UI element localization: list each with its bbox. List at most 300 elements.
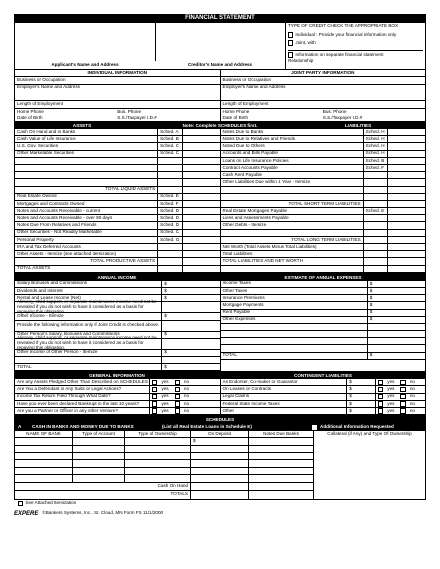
yes-label: yes bbox=[161, 379, 169, 385]
liability-row[interactable] bbox=[221, 158, 426, 165]
yes-label: yes bbox=[387, 407, 395, 413]
contingent-item-label: Other bbox=[221, 408, 348, 414]
expense-row[interactable] bbox=[221, 281, 426, 288]
liability-row[interactable] bbox=[221, 201, 426, 208]
yes-no-group[interactable] bbox=[150, 408, 220, 414]
individual-info-header: INDIVIDUAL INFORMATION bbox=[15, 70, 220, 77]
additional-info-label: Additional Information Requested bbox=[320, 424, 394, 430]
yes-no-group[interactable] bbox=[150, 394, 220, 400]
general-question-row[interactable] bbox=[15, 401, 220, 408]
expense-label bbox=[221, 338, 368, 344]
bank-cell[interactable] bbox=[73, 475, 125, 481]
yes-checkbox[interactable] bbox=[378, 401, 383, 406]
bank-cell[interactable] bbox=[191, 438, 249, 444]
liability-label: Notes Due to Banks bbox=[221, 129, 364, 135]
business-field[interactable]: Business or Occupation bbox=[15, 77, 220, 85]
asset-amount[interactable] bbox=[183, 158, 220, 164]
liability-amount[interactable] bbox=[388, 187, 425, 193]
income-amount[interactable] bbox=[162, 302, 219, 312]
currency-sign: $ bbox=[349, 407, 352, 413]
expense-amount[interactable] bbox=[368, 345, 425, 351]
income-column bbox=[15, 281, 221, 372]
yes-checkbox[interactable] bbox=[378, 380, 383, 385]
collateral-box[interactable] bbox=[314, 431, 426, 499]
contingent-item-label: As Endorser, Co-maker or Guarantor bbox=[221, 379, 348, 385]
additional-info-checkbox[interactable] bbox=[312, 425, 317, 430]
asset-amount[interactable] bbox=[183, 194, 220, 200]
no-checkbox[interactable] bbox=[400, 408, 405, 413]
asset-label: U.S. Gov. Securities bbox=[15, 143, 158, 149]
checkbox[interactable] bbox=[288, 40, 293, 45]
bank-cell[interactable] bbox=[73, 468, 125, 474]
income-amount[interactable] bbox=[162, 288, 219, 294]
expense-row[interactable] bbox=[221, 338, 426, 345]
bank-cell[interactable] bbox=[15, 460, 73, 466]
no-checkbox[interactable] bbox=[175, 408, 180, 413]
income-row[interactable] bbox=[15, 321, 220, 332]
bank-cell[interactable] bbox=[125, 475, 191, 481]
yes-label: yes bbox=[161, 407, 169, 413]
bus-phone-label: Bus. Phone bbox=[117, 108, 142, 114]
no-checkbox[interactable] bbox=[175, 380, 180, 385]
schedule-ref: Sched. E bbox=[158, 194, 183, 200]
bank-row[interactable] bbox=[15, 453, 313, 460]
asset-amount[interactable] bbox=[183, 222, 220, 228]
asset-label: Notes and Accounts Receivable - over 90 days bbox=[15, 215, 158, 221]
bank-cell[interactable] bbox=[191, 446, 249, 452]
contingent-item-row[interactable] bbox=[221, 408, 426, 415]
liability-row[interactable] bbox=[221, 179, 426, 186]
liability-amount[interactable] bbox=[388, 230, 425, 236]
bank-cell[interactable] bbox=[15, 438, 73, 444]
currency-sign: $ bbox=[164, 363, 167, 369]
liability-amount[interactable] bbox=[388, 244, 425, 250]
asset-row[interactable] bbox=[15, 165, 220, 172]
no-label: no bbox=[409, 400, 415, 406]
bank-cell[interactable] bbox=[249, 460, 313, 466]
asset-row[interactable] bbox=[15, 266, 220, 273]
expense-amount[interactable] bbox=[368, 310, 425, 316]
currency-sign: $ bbox=[349, 393, 352, 399]
liability-row[interactable] bbox=[221, 187, 426, 194]
income-row[interactable] bbox=[15, 357, 220, 364]
bank-cell[interactable] bbox=[15, 446, 73, 452]
no-checkbox[interactable] bbox=[400, 394, 405, 399]
liability-label: TOTAL LONG TERM LIABILITIES bbox=[221, 237, 364, 243]
bank-row[interactable] bbox=[15, 446, 313, 453]
general-question-row[interactable] bbox=[15, 408, 220, 415]
currency-sign: $ bbox=[349, 400, 352, 406]
bank-row[interactable] bbox=[15, 438, 313, 445]
schedule-ref bbox=[158, 258, 183, 264]
amount-field[interactable] bbox=[347, 401, 376, 407]
expense-row[interactable] bbox=[221, 324, 426, 331]
expense-amount[interactable] bbox=[368, 338, 425, 344]
credit-option-joint[interactable] bbox=[288, 39, 423, 47]
general-question-row[interactable] bbox=[15, 394, 220, 401]
checkbox[interactable] bbox=[288, 52, 293, 57]
yes-label: yes bbox=[161, 386, 169, 392]
income-label: Alimony, child support, or separate maintenance income need not be revealed if you do not wish to have it considered as a basis for repaying this obligation. bbox=[15, 302, 162, 312]
liability-amount[interactable] bbox=[388, 258, 425, 264]
asset-amount[interactable] bbox=[183, 129, 220, 135]
amount-field[interactable] bbox=[347, 379, 376, 385]
expense-amount[interactable] bbox=[368, 331, 425, 337]
yes-no-group[interactable] bbox=[376, 394, 425, 400]
liability-amount[interactable] bbox=[388, 179, 425, 185]
liability-amount[interactable] bbox=[388, 266, 425, 272]
cash-on-hand-notes[interactable] bbox=[249, 483, 313, 490]
liability-row[interactable] bbox=[221, 194, 426, 201]
see-attached-label: See Attached Itemization bbox=[25, 500, 77, 506]
income-row[interactable] bbox=[15, 281, 220, 288]
asset-amount[interactable] bbox=[183, 266, 220, 272]
income-row[interactable] bbox=[15, 335, 220, 351]
bank-cell[interactable] bbox=[73, 460, 125, 466]
income-amount[interactable] bbox=[162, 313, 219, 319]
no-checkbox[interactable] bbox=[175, 387, 180, 392]
length-field[interactable]: Length of Employment bbox=[15, 101, 220, 109]
bank-cell[interactable] bbox=[191, 453, 249, 459]
asset-row[interactable] bbox=[15, 172, 220, 179]
yes-checkbox[interactable] bbox=[152, 387, 157, 392]
asset-label: TOTAL LIQUID ASSETS bbox=[15, 187, 158, 193]
contingent-item-row[interactable] bbox=[221, 386, 426, 393]
liability-amount[interactable] bbox=[388, 194, 425, 200]
asset-row[interactable] bbox=[15, 151, 220, 158]
income-amount[interactable] bbox=[162, 339, 219, 349]
liability-amount[interactable] bbox=[388, 251, 425, 257]
yes-checkbox[interactable] bbox=[152, 408, 157, 413]
individual-info bbox=[15, 70, 221, 121]
bank-row[interactable] bbox=[15, 468, 313, 475]
income-row[interactable] bbox=[15, 350, 220, 357]
income-row[interactable] bbox=[15, 364, 220, 371]
asset-label: Other Marketable Securities bbox=[15, 151, 158, 157]
income-row[interactable] bbox=[15, 313, 220, 320]
currency-sign: $ bbox=[369, 302, 373, 308]
schedule-ref bbox=[364, 179, 389, 185]
bank-cell[interactable] bbox=[73, 446, 125, 452]
asset-label: Other Assets - Itemize (see attached itemization) bbox=[15, 251, 158, 257]
applicant-name-field[interactable] bbox=[15, 23, 156, 61]
asset-amount[interactable] bbox=[183, 215, 220, 221]
joint-length-field[interactable]: Length of Employment bbox=[221, 101, 426, 109]
yes-label: yes bbox=[387, 393, 395, 399]
schedule-ref: Sched. B bbox=[158, 136, 183, 142]
credit-type-heading: TYPE OF CREDIT CHECK THE APPROPRIATE BOX bbox=[288, 23, 399, 28]
bank-cell[interactable] bbox=[125, 460, 191, 466]
yes-checkbox[interactable] bbox=[152, 380, 157, 385]
asset-amount[interactable] bbox=[183, 165, 220, 171]
liability-amount[interactable] bbox=[388, 158, 425, 164]
general-question-label: Are any Assets Pledged Other Than Described on SCHEDULES bbox=[15, 379, 150, 385]
asset-amount[interactable] bbox=[183, 237, 220, 243]
currency-sign: $ bbox=[349, 386, 352, 392]
expense-amount[interactable] bbox=[368, 302, 425, 308]
currency-sign: $ bbox=[164, 280, 167, 286]
bank-cell[interactable] bbox=[249, 446, 313, 452]
asset-amount[interactable] bbox=[183, 136, 220, 142]
no-checkbox[interactable] bbox=[175, 401, 180, 406]
schedule-ref: Sched. C bbox=[158, 151, 183, 157]
expense-amount[interactable] bbox=[368, 353, 425, 359]
expense-row[interactable] bbox=[221, 345, 426, 352]
totals-notes-field[interactable] bbox=[249, 491, 313, 499]
assets-column bbox=[15, 129, 221, 273]
bank-cell[interactable] bbox=[191, 475, 249, 481]
schedule-a-bar bbox=[14, 423, 426, 431]
yes-checkbox[interactable] bbox=[152, 394, 157, 399]
liability-row[interactable] bbox=[221, 266, 426, 273]
no-checkbox[interactable] bbox=[400, 401, 405, 406]
asset-amount[interactable] bbox=[183, 187, 220, 193]
schedule-ref bbox=[364, 244, 389, 250]
expense-label bbox=[221, 345, 368, 351]
schedule-ref bbox=[158, 165, 183, 171]
liability-row[interactable] bbox=[221, 222, 426, 229]
yes-checkbox[interactable] bbox=[378, 394, 383, 399]
bank-cell[interactable] bbox=[15, 468, 73, 474]
liability-amount[interactable] bbox=[388, 136, 425, 142]
no-checkbox[interactable] bbox=[175, 394, 180, 399]
expense-row[interactable] bbox=[221, 331, 426, 338]
bank-cell[interactable] bbox=[249, 438, 313, 444]
schedule-ref: Sched. A bbox=[158, 129, 183, 135]
no-checkbox[interactable] bbox=[400, 380, 405, 385]
yes-checkbox[interactable] bbox=[378, 408, 383, 413]
credit-option-individual[interactable] bbox=[288, 31, 423, 39]
asset-amount[interactable] bbox=[183, 179, 220, 185]
schedule-ref bbox=[364, 172, 389, 178]
liability-label: Cash Rent Payable bbox=[221, 172, 364, 178]
liability-amount[interactable] bbox=[388, 172, 425, 178]
liability-amount[interactable] bbox=[388, 165, 425, 171]
liability-amount[interactable] bbox=[388, 237, 425, 243]
liabilities-column bbox=[221, 129, 426, 273]
amount-field[interactable] bbox=[347, 394, 376, 400]
yes-label: yes bbox=[387, 400, 395, 406]
liability-row[interactable] bbox=[221, 237, 426, 244]
asset-amount[interactable] bbox=[183, 230, 220, 236]
yes-no-group[interactable] bbox=[150, 386, 220, 392]
liability-label bbox=[221, 187, 364, 193]
option-label: Individual : Provide your financial information only bbox=[295, 31, 397, 37]
liability-label: Liens and Assessments Payable bbox=[221, 215, 364, 221]
schedule-ref bbox=[158, 172, 183, 178]
bank-cell[interactable] bbox=[125, 446, 191, 452]
liability-label: Accounts and Bills Payable bbox=[221, 151, 364, 157]
currency-sign: $ bbox=[369, 309, 373, 315]
liability-row[interactable] bbox=[221, 230, 426, 237]
bank-cell[interactable] bbox=[249, 468, 313, 474]
dob-label: Date of Birth bbox=[17, 114, 43, 120]
yes-no-group[interactable] bbox=[150, 379, 220, 385]
bank-cell[interactable] bbox=[73, 453, 125, 459]
income-amount[interactable] bbox=[162, 350, 219, 356]
yes-no-group[interactable] bbox=[376, 401, 425, 407]
expenses-header: ESTIMATE OF ANNUAL EXPENSES bbox=[284, 274, 362, 280]
expense-row[interactable] bbox=[221, 317, 426, 324]
home-phone-label: Home Phone bbox=[17, 108, 44, 114]
currency-sign: $ bbox=[369, 294, 373, 300]
currency-sign: $ bbox=[349, 379, 352, 385]
liability-row[interactable] bbox=[221, 151, 426, 158]
see-attached-row[interactable] bbox=[14, 500, 426, 508]
employer-field[interactable]: Employer's Name and Address bbox=[15, 85, 220, 101]
currency-sign: $ bbox=[369, 287, 373, 293]
cash-on-hand-field[interactable] bbox=[191, 483, 249, 490]
yes-no-group[interactable] bbox=[376, 386, 425, 392]
yes-no-group[interactable] bbox=[376, 379, 425, 385]
bank-cell[interactable] bbox=[249, 475, 313, 481]
liability-label: Total Liabilities bbox=[221, 251, 364, 257]
no-checkbox[interactable] bbox=[400, 387, 405, 392]
asset-amount[interactable] bbox=[183, 244, 220, 250]
creditor-name-field[interactable] bbox=[156, 23, 285, 61]
currency-sign: $ bbox=[369, 352, 373, 358]
financial-statement-form bbox=[14, 14, 426, 559]
liability-label: Net Worth (Total Assets Minus Total Liabilities) bbox=[221, 244, 364, 250]
income-amount[interactable] bbox=[162, 295, 219, 301]
yes-checkbox[interactable] bbox=[378, 387, 383, 392]
bank-row[interactable] bbox=[15, 475, 313, 482]
expense-amount[interactable] bbox=[368, 295, 425, 301]
asset-row[interactable] bbox=[15, 237, 220, 244]
expense-label: Mortgage Payments bbox=[221, 302, 368, 308]
liability-row[interactable] bbox=[221, 258, 426, 265]
expense-row[interactable] bbox=[221, 353, 426, 360]
currency-sign: $ bbox=[164, 294, 167, 300]
bank-cell[interactable] bbox=[15, 453, 73, 459]
liability-label bbox=[221, 230, 364, 236]
amount-field[interactable] bbox=[347, 408, 376, 414]
currency-sign: $ bbox=[369, 280, 373, 286]
asset-label: Cash On Hand and in Banks bbox=[15, 129, 158, 135]
contingent-item-label: Legal Claims bbox=[221, 394, 348, 400]
contingent-item-row[interactable] bbox=[221, 394, 426, 401]
income-label: TOTAL bbox=[15, 364, 162, 370]
joint-business-field[interactable]: Business or Occupation bbox=[221, 77, 426, 85]
expense-amount[interactable] bbox=[368, 324, 425, 330]
asset-row[interactable] bbox=[15, 158, 220, 165]
footer bbox=[14, 510, 426, 518]
expense-label: Other Expenses bbox=[221, 317, 368, 323]
bank-cell[interactable] bbox=[191, 460, 249, 466]
schedule-ref bbox=[364, 187, 389, 193]
yes-label: yes bbox=[387, 386, 395, 392]
asset-amount[interactable] bbox=[183, 251, 220, 257]
expense-label: TOTAL bbox=[221, 353, 368, 359]
schedule-ref: Sched. D bbox=[158, 222, 183, 228]
asset-amount[interactable] bbox=[183, 151, 220, 157]
income-expenses-section bbox=[14, 281, 426, 373]
schedule-ref bbox=[364, 237, 389, 243]
yes-label: yes bbox=[387, 379, 395, 385]
general-column bbox=[15, 379, 221, 415]
expense-label: Income Taxes bbox=[221, 281, 368, 287]
liability-amount[interactable] bbox=[388, 129, 425, 135]
amount-field[interactable] bbox=[347, 386, 376, 392]
asset-row[interactable] bbox=[15, 194, 220, 201]
no-label: no bbox=[183, 407, 190, 413]
bank-cell[interactable] bbox=[249, 453, 313, 459]
currency-sign: $ bbox=[164, 349, 167, 355]
yes-no-group[interactable] bbox=[150, 401, 220, 407]
totals-deposit-field[interactable] bbox=[191, 491, 249, 499]
see-attached-checkbox[interactable] bbox=[18, 501, 23, 506]
asset-amount[interactable] bbox=[183, 143, 220, 149]
liability-amount[interactable] bbox=[388, 215, 425, 221]
no-label: no bbox=[409, 393, 415, 399]
expense-amount[interactable] bbox=[368, 281, 425, 287]
asset-amount[interactable] bbox=[183, 201, 220, 207]
no-label: no bbox=[409, 379, 415, 385]
liability-amount[interactable] bbox=[388, 151, 425, 157]
joint-ssn-label: S.S./Taxpayer I.D.# bbox=[322, 114, 363, 120]
joint-employer-field[interactable]: Employer's Name and Address bbox=[221, 85, 426, 101]
yes-checkbox[interactable] bbox=[152, 401, 157, 406]
income-amount[interactable] bbox=[162, 281, 219, 287]
asset-amount[interactable] bbox=[183, 258, 220, 264]
assets-liabilities-bar bbox=[14, 122, 426, 129]
joint-bus-phone-label: Bus. Phone bbox=[322, 108, 347, 114]
income-label bbox=[15, 357, 162, 363]
income-amount[interactable] bbox=[162, 357, 219, 363]
bank-cell[interactable] bbox=[15, 475, 73, 481]
expense-row[interactable] bbox=[221, 302, 426, 309]
income-amount[interactable] bbox=[162, 332, 219, 338]
joint-home-phone-label: Home Phone bbox=[222, 108, 250, 114]
bank-cell[interactable] bbox=[125, 453, 191, 459]
bank-cell[interactable] bbox=[73, 438, 125, 444]
bank-cell[interactable] bbox=[125, 468, 191, 474]
asset-label bbox=[15, 172, 158, 178]
relationship-label: Relationship bbox=[288, 58, 314, 63]
no-label: no bbox=[409, 407, 415, 413]
bank-cell[interactable] bbox=[125, 438, 191, 444]
liability-amount[interactable] bbox=[388, 201, 425, 207]
liability-amount[interactable] bbox=[388, 208, 425, 214]
asset-label: IRA and Tax Deferred Accounts bbox=[15, 244, 158, 250]
no-label: no bbox=[183, 393, 190, 399]
schedule-ref: Sched. H bbox=[364, 151, 389, 157]
income-amount[interactable] bbox=[162, 321, 219, 331]
asset-amount[interactable] bbox=[183, 208, 220, 214]
schedule-ref: Sched. D bbox=[158, 215, 183, 221]
contingent-item-row[interactable] bbox=[221, 401, 426, 408]
income-label: Alimony, child support, or separate maintenance income need not be revealed if you do not wish to have it considered as a basis for repaying this obligation. bbox=[15, 339, 162, 349]
income-label: Salary Bonuses and Commissions bbox=[15, 281, 162, 287]
asset-row[interactable] bbox=[15, 201, 220, 208]
cash-on-hand-label: Cash On Hand bbox=[15, 483, 191, 490]
liability-label: TOTAL LIABILITIES AND NET WORTH bbox=[221, 258, 364, 264]
liability-amount[interactable] bbox=[388, 222, 425, 228]
checkbox[interactable] bbox=[288, 32, 293, 37]
bank-row[interactable] bbox=[15, 460, 313, 467]
bank-cell[interactable] bbox=[191, 468, 249, 474]
schedule-ref: Sched. H bbox=[364, 129, 389, 135]
income-row[interactable] bbox=[15, 299, 220, 314]
yes-no-group[interactable] bbox=[376, 408, 425, 414]
expense-amount[interactable] bbox=[368, 317, 425, 323]
income-amount[interactable] bbox=[162, 364, 219, 370]
schedule-ref: Sched. B bbox=[364, 158, 389, 164]
liability-amount[interactable] bbox=[388, 143, 425, 149]
asset-row[interactable] bbox=[15, 230, 220, 237]
expense-amount[interactable] bbox=[368, 288, 425, 294]
asset-amount[interactable] bbox=[183, 172, 220, 178]
